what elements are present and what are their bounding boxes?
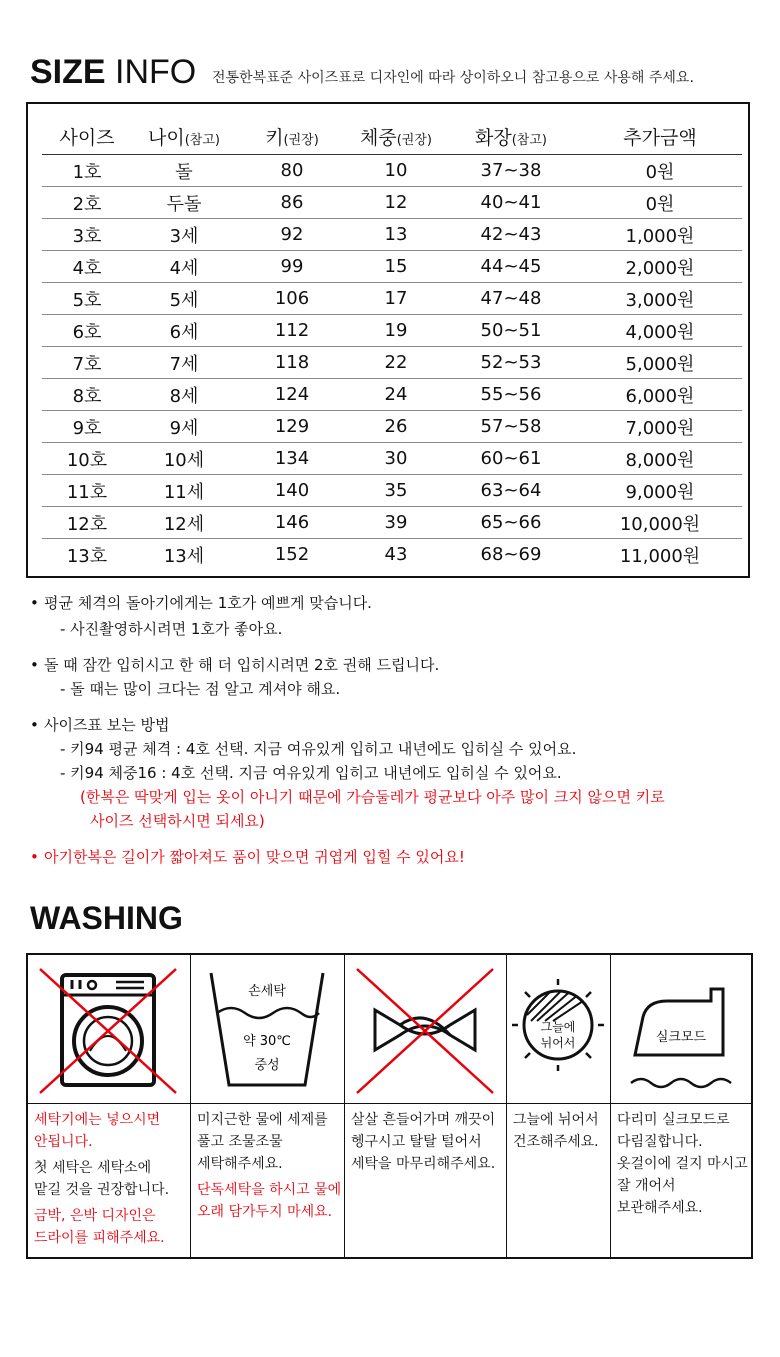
size-table-row [42,347,742,379]
cell-sleeve: 55~56 [444,379,578,411]
cell-weight: 17 [348,283,444,315]
note-3-red-1: (한복은 딱맞게 입는 옷이 아니기 때문에 가슴둘레가 평균보다 아주 많이 크지 않으면 키로 [80,788,665,806]
header-height: 키(권장) [236,118,348,155]
cell-height: 92 [236,219,348,251]
wash-col-hand [191,955,345,1257]
cell-age: 7세 [132,347,236,379]
wash-text-line: 헹구시고 탈탈 털어서 [351,1134,482,1150]
cell-sleeve: 44~45 [444,251,578,283]
wash-text-line: 첫 세탁은 세탁소에 [34,1160,152,1176]
wash-text-line: 세탁해주세요. [197,1156,283,1172]
wash-col-machine [28,955,191,1257]
cell-weight: 30 [348,443,444,475]
cell-sleeve: 65~66 [444,507,578,539]
cell-height: 152 [274,544,310,565]
wash-text-line: 금박, 은박 디자인은 [34,1208,156,1224]
wash-text-line: 다림질합니다. [617,1134,703,1150]
note-3-sub-1: - 키94 평균 체격 : 4호 선택. 지금 여유있게 입히고 내년에도 입히실 수 있어요. [60,740,577,758]
cell-height: 80 [236,155,348,187]
header-age: 나이(참고) [132,118,236,155]
cell-age: 11세 [132,475,236,507]
wash-col-1-text [34,1109,188,1249]
cell-extra-price: 4,000원 [578,315,742,347]
cell-age: 3세 [132,219,236,251]
cell-age: 두돌 [132,187,236,219]
cell-sleeve: 63~64 [444,475,578,507]
cell-height: 124 [236,379,348,411]
size-table-row [42,475,742,507]
wash-text-line: 살살 흔들어가며 깨끗이 [351,1112,496,1128]
bullet-dot-icon: • [30,656,39,674]
size-info-title [30,48,196,96]
cell-weight: 24 [348,379,444,411]
size-title-thin: INFO [115,53,197,91]
cell-sleeve: 42~43 [444,219,578,251]
wash-text-line: 잘 개어서 [617,1178,676,1194]
header-weight: 체중(권장) [348,118,444,155]
size-table-row [42,315,742,347]
wash-text-line: 오래 담가두지 마세요. [197,1204,333,1220]
size-table-header-row [42,118,742,155]
cell-age: 돌 [132,155,236,187]
note-4: • 아기한복은 길이가 짧아져도 품이 맞으면 귀엽게 입힐 수 있어요! [30,848,465,866]
wash-text-line: 단독세탁을 하시고 물에 [197,1182,342,1198]
cell-extra-price: 0원 [578,155,742,187]
cell-weight: 22 [348,347,444,379]
hand-wash-icon [191,955,344,1104]
cell-age: 5세 [132,283,236,315]
cell-weight: 39 [348,507,444,539]
header-size: 사이즈 [42,118,132,155]
cell-height: 86 [236,187,348,219]
cell-size: 13호 [66,545,108,567]
cell-sleeve: 52~53 [444,347,578,379]
cell-extra-price: 5,000원 [578,347,742,379]
cell-extra-price: 1,000원 [578,219,742,251]
cell-extra-price: 11,000원 [619,545,701,567]
cell-size: 12호 [42,507,132,539]
cell-extra-price: 10,000원 [578,507,742,539]
bullet-dot-icon: • [30,594,39,612]
cell-size: 7호 [42,347,132,379]
cell-size: 9호 [42,411,132,443]
size-info-header [30,48,760,96]
cell-sleeve: 47~48 [444,283,578,315]
washing-table [26,953,753,1259]
size-title-bold: SIZE [30,53,106,91]
note-1-sub: - 사진촬영하시려면 1호가 좋아요. [60,620,283,638]
iron-silk-mode-icon [611,955,751,1104]
cell-sleeve: 60~61 [444,443,578,475]
cell-size: 11호 [42,475,132,507]
cell-age: 6세 [132,315,236,347]
cell-age: 13세 [163,545,205,567]
cell-height: 146 [236,507,348,539]
cell-weight: 19 [348,315,444,347]
cell-sleeve: 50~51 [444,315,578,347]
cell-age: 8세 [132,379,236,411]
cell-height: 129 [236,411,348,443]
cell-height: 140 [236,475,348,507]
wash-text-line: 옷걸이에 걸지 마시고 [617,1156,748,1172]
wash-text-line: 세탁을 마무리해주세요. [351,1156,496,1172]
no-washing-machine-icon [28,955,190,1104]
size-table-row [42,251,742,283]
cell-age: 10세 [132,443,236,475]
note-3-sub-2: - 키94 체중16 : 4호 선택. 지금 여유있게 입히고 내년에도 입히실 수 있어요. [60,764,562,782]
cell-extra-price: 9,000원 [578,475,742,507]
size-table-row [42,539,742,571]
wash-text-line: 보관해주세요. [617,1200,703,1216]
header-sleeve: 화장(참고) [444,118,578,155]
wash-text-line: 드라이를 피해주세요. [34,1230,165,1246]
size-table-row [42,507,742,539]
wash-text-line: 안됩니다. [34,1134,93,1150]
silk-mode-label: 실크모드 [655,1030,707,1045]
cell-extra-price: 3,000원 [578,283,742,315]
note-3-red-2: 사이즈 선택하시면 되세요) [90,812,265,830]
cell-size: 5호 [42,283,132,315]
bullet-dot-icon: • [30,716,39,734]
size-table-row [42,411,742,443]
shade-label-2: 뉘어서 [540,1036,576,1050]
cell-age: 9세 [132,411,236,443]
wash-col-4-text [513,1109,608,1153]
wash-text-line: 세탁기에는 넣으시면 [34,1112,161,1128]
shade-label-1: 그늘에 [540,1020,576,1034]
cell-extra-price: 7,000원 [578,411,742,443]
cell-size: 2호 [42,187,132,219]
cell-height: 134 [236,443,348,475]
wash-col-dry [507,955,611,1257]
cell-weight: 15 [348,251,444,283]
size-table-row [42,379,742,411]
wash-col-wring [345,955,507,1257]
size-table-row [42,187,742,219]
cell-extra-price: 6,000원 [578,379,742,411]
cell-weight: 26 [348,411,444,443]
wash-col-iron [611,955,751,1257]
cell-weight: 10 [348,155,444,187]
cell-weight: 12 [348,187,444,219]
cell-age: 4세 [132,251,236,283]
cell-weight: 13 [348,219,444,251]
cell-extra-price: 8,000원 [578,443,742,475]
size-table-row [42,443,742,475]
cell-size: 6호 [42,315,132,347]
hand-wash-label: 손세탁 [248,984,286,999]
cell-extra-price: 2,000원 [578,251,742,283]
cell-height: 118 [236,347,348,379]
size-table-row [42,283,742,315]
temperature-label: 약 30℃ [243,1034,291,1049]
size-info-note: 전통한복표준 사이즈표로 디자인에 따라 상이하오니 참고용으로 사용해 주세요. [212,70,694,86]
cell-height: 112 [236,315,348,347]
cell-sleeve: 37~38 [444,155,578,187]
wash-text-line: 미지근한 물에 세제를 [197,1112,328,1128]
cell-height: 99 [236,251,348,283]
note-3: • 사이즈표 보는 방법 [30,716,170,734]
cell-size: 1호 [42,155,132,187]
cell-size: 4호 [42,251,132,283]
cell-age: 12세 [132,507,236,539]
wash-text-line: 그늘에 뉘어서 [513,1112,599,1128]
wash-col-3-text [351,1109,504,1175]
cell-size: 10호 [42,443,132,475]
bullet-dot-icon: • [30,848,39,866]
dry-flat-shade-icon [507,955,610,1104]
wash-col-5-text [617,1109,749,1219]
cell-sleeve: 40~41 [444,187,578,219]
cell-size: 3호 [42,219,132,251]
no-wringing-icon [345,955,506,1104]
size-table [42,118,742,570]
size-table-box [26,102,750,578]
cell-sleeve: 68~69 [480,544,542,565]
size-table-row [42,219,742,251]
note-1: • 평균 체격의 돌아기에게는 1호가 예쁘게 맞습니다. [30,594,372,612]
cell-weight: 35 [348,475,444,507]
note-2: • 돌 때 잠깐 입히시고 한 해 더 입히시려면 2호 권해 드립니다. [30,656,440,674]
header-extra-price: 추가금액 [578,118,742,155]
size-table-row [42,155,742,187]
cell-height: 106 [236,283,348,315]
cell-sleeve: 57~58 [444,411,578,443]
wash-text-line: 맡길 것을 권장합니다. [34,1182,170,1198]
cell-weight: 43 [384,544,408,565]
cell-extra-price: 0원 [578,187,742,219]
cell-size: 8호 [42,379,132,411]
washing-title: WASHING [30,900,183,936]
wash-col-2-text [197,1109,342,1223]
wash-text-line: 풀고 조물조물 [197,1134,283,1150]
neutral-detergent-label: 중성 [254,1058,280,1073]
wash-text-line: 건조해주세요. [513,1134,599,1150]
note-2-sub: - 돌 때는 많이 크다는 점 알고 계셔야 해요. [60,680,341,698]
wash-text-line: 다리미 실크모드로 [617,1112,730,1128]
